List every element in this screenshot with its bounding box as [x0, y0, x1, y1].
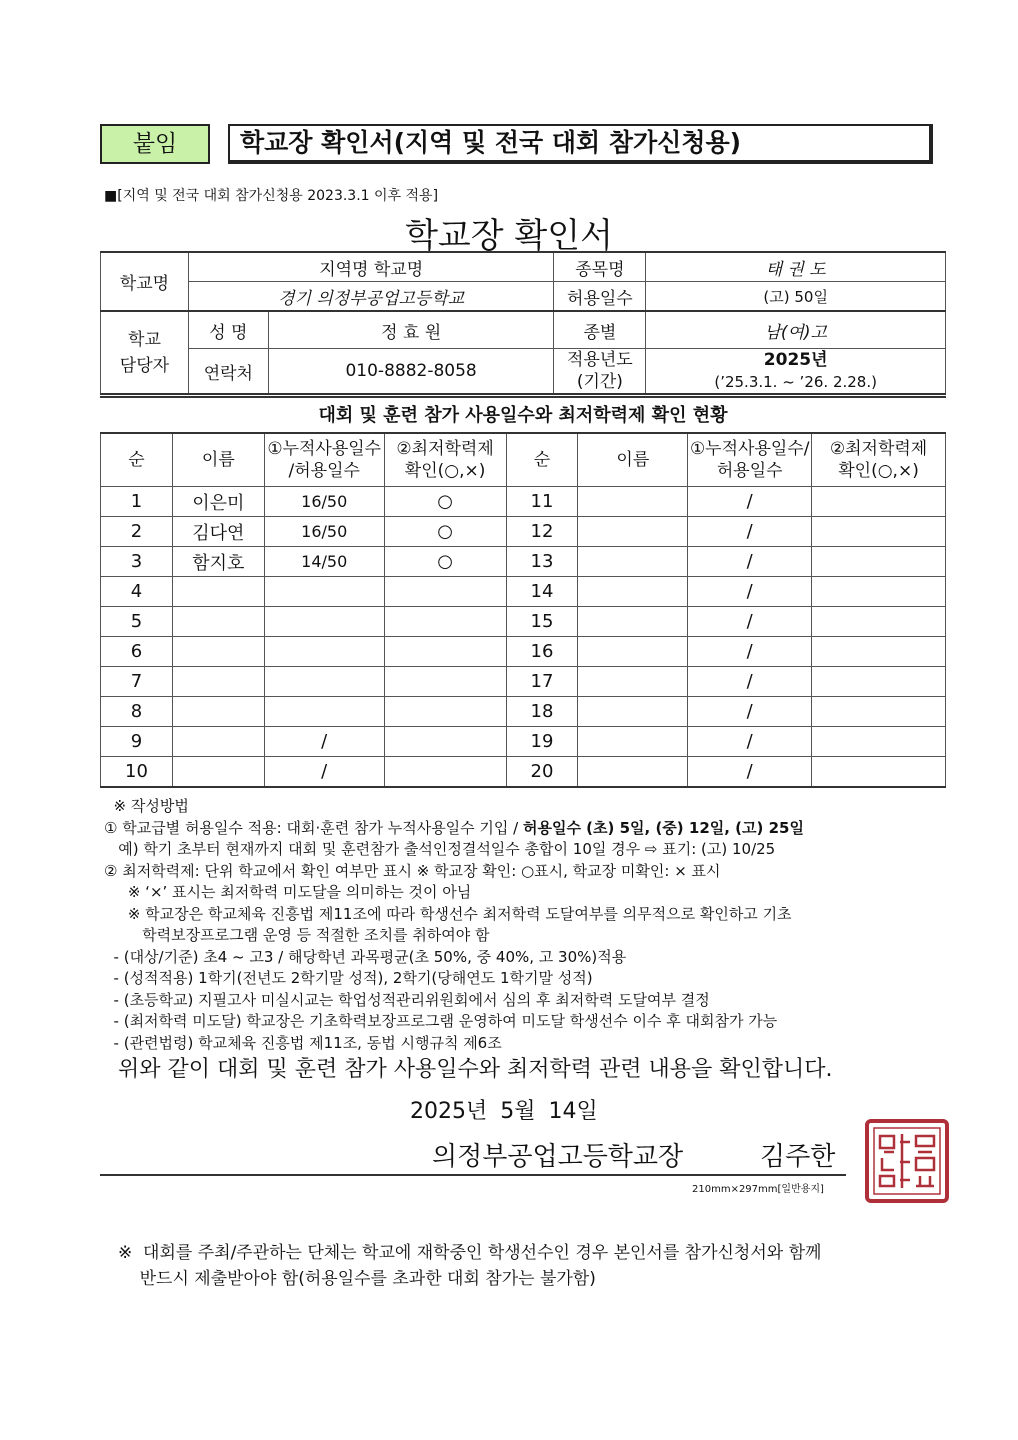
row-no: 5 — [101, 607, 173, 637]
row-no-2: 20 — [506, 757, 578, 788]
table-row — [101, 547, 946, 577]
row-check-2 — [812, 757, 946, 788]
row-days-2: / — [688, 667, 812, 697]
row-check-2 — [812, 517, 946, 547]
instruction-line: 예) 학기 초부터 현재까지 대회 및 훈련참가 출석인정결석일수 총합이 10일 경우 ⇨ 표기: (고) 10/25 — [104, 840, 776, 858]
row-no: 8 — [101, 697, 173, 727]
table-row — [101, 697, 946, 727]
row-name — [172, 727, 264, 757]
row-name: 이은미 — [172, 487, 264, 517]
row-check-2 — [812, 697, 946, 727]
row-check-2 — [812, 547, 946, 577]
row-name: 김다연 — [172, 517, 264, 547]
instruction-line-text: ① 학교급별 허용일수 적용: 대회·훈련 참가 누적사용일수 기입 / — [104, 818, 523, 837]
row-check-2 — [812, 667, 946, 697]
row-name-2 — [578, 727, 688, 757]
row-check-2 — [812, 607, 946, 637]
col-no-2: 순 — [506, 433, 578, 487]
col-no: 순 — [101, 433, 173, 487]
roster-table — [100, 432, 946, 788]
row-days-2: / — [688, 487, 812, 517]
row-no-2: 17 — [506, 667, 578, 697]
row-name-2 — [578, 697, 688, 727]
table-row — [101, 517, 946, 547]
row-no: 1 — [101, 487, 173, 517]
row-days: 16/50 — [264, 517, 384, 547]
table-row — [101, 637, 946, 667]
row-name — [172, 757, 264, 788]
row-days: 14/50 — [264, 547, 384, 577]
period-value: (’25.3.1. ~ ’26. 2.28.) — [714, 373, 877, 391]
allowed-value: (고) 50일 — [646, 282, 946, 312]
contact-label: 연락처 — [188, 349, 268, 395]
col-check-2: ②최저학력제 확인(○,×) — [812, 433, 946, 487]
row-days-2: / — [688, 577, 812, 607]
gender-value: 남(여)고 — [646, 311, 946, 349]
row-check — [384, 577, 506, 607]
table-row — [101, 607, 946, 637]
section-title: 대회 및 훈련 참가 사용일수와 최저학력제 확인 현황 — [100, 396, 946, 434]
school-name: 경기 의정부공업고등학교 — [188, 282, 554, 312]
row-no-2: 18 — [506, 697, 578, 727]
paper-size-note: 210mm×297mm[일반용지] — [692, 1184, 824, 1195]
row-name — [172, 577, 264, 607]
row-no: 3 — [101, 547, 173, 577]
attachment-tag: 붙임 — [100, 124, 210, 164]
row-days: 16/50 — [264, 487, 384, 517]
row-days-2: / — [688, 727, 812, 757]
row-check-2 — [812, 637, 946, 667]
row-no: 2 — [101, 517, 173, 547]
event-label: 종목명 — [554, 252, 646, 282]
row-check: ○ — [384, 487, 506, 517]
info-table — [100, 251, 946, 395]
col-days: ①누적사용일수 /허용일수 — [264, 433, 384, 487]
col-name-2: 이름 — [578, 433, 688, 487]
gender-label: 종별 — [554, 311, 646, 349]
row-no: 4 — [101, 577, 173, 607]
year-label: 적용년도 (기간) — [554, 349, 646, 395]
row-no-2: 19 — [506, 727, 578, 757]
row-name-2 — [578, 637, 688, 667]
row-days — [264, 607, 384, 637]
table-row — [101, 487, 946, 517]
signer-name: 김주한 — [760, 1142, 836, 1172]
instruction-line: - (대상/기준) 초4 ~ 고3 / 해당학년 과목평균(초 50%, 중 40%, 고 30%)적용 — [104, 947, 627, 966]
table-row — [101, 727, 946, 757]
row-no-2: 16 — [506, 637, 578, 667]
divider — [100, 1174, 846, 1176]
row-days — [264, 637, 384, 667]
table-row — [101, 757, 946, 788]
row-name — [172, 607, 264, 637]
row-check — [384, 727, 506, 757]
row-check — [384, 637, 506, 667]
document-heading: 학교장 확인서(지역 및 전국 대회 참가신청용) — [228, 124, 933, 164]
row-days: / — [264, 757, 384, 788]
row-check-2 — [812, 487, 946, 517]
school-label: 학교명 — [101, 252, 189, 311]
allowed-label: 허용일수 — [554, 282, 646, 312]
col-name: 이름 — [172, 433, 264, 487]
instruction-line: 학력보장프로그램 운영 등 적절한 조치를 취하여야 함 — [104, 926, 490, 944]
row-days — [264, 577, 384, 607]
row-name — [172, 637, 264, 667]
row-name — [172, 667, 264, 697]
row-no: 9 — [101, 727, 173, 757]
row-days-2: / — [688, 517, 812, 547]
footnote: ※ 대회를 주최/주관하는 단체는 학교에 재학중인 학생선수인 경우 본인서를 참가신청서와 함께 반드시 제출받아야 함(허용일수를 초과한 대회 참가는 불가함) — [118, 1243, 822, 1289]
row-name-2 — [578, 607, 688, 637]
row-check — [384, 667, 506, 697]
row-name-2 — [578, 547, 688, 577]
col-days-2: ①누적사용일수/ 허용일수 — [688, 433, 812, 487]
row-days — [264, 667, 384, 697]
instruction-line: ② 최저학력제: 단위 학교에서 확인 여부만 표시 ※ 학교장 확인: ○표시, 학교장 미확인: × 표시 — [104, 861, 721, 880]
instruction-line: ※ 학교장은 학교체육 진흥법 제11조에 따라 학생선수 최저학력 도달여부를 의무적으로 확인하고 기초 — [104, 904, 792, 923]
row-no-2: 11 — [506, 487, 578, 517]
row-name-2 — [578, 667, 688, 697]
row-no-2: 14 — [506, 577, 578, 607]
row-name-2 — [578, 757, 688, 788]
table-row — [101, 667, 946, 697]
instructions-heading: ※ 작성방법 — [104, 797, 189, 815]
page-title: 학교장 확인서 — [405, 216, 613, 256]
issue-date: 2025년 5월 14일 — [410, 1099, 598, 1124]
manager-name: 정 효 원 — [268, 311, 554, 349]
row-no: 10 — [101, 757, 173, 788]
instructions — [104, 796, 804, 1054]
row-days-2: / — [688, 637, 812, 667]
signer-title: 의정부공업고등학교장 — [432, 1142, 684, 1172]
row-check — [384, 697, 506, 727]
row-no-2: 13 — [506, 547, 578, 577]
manager-label: 학교 담당자 — [101, 311, 189, 394]
instruction-line: - (관련법령) 학교체육 진흥법 제11조, 동법 시행규칙 제6조 — [104, 1033, 502, 1052]
row-check: ○ — [384, 517, 506, 547]
name-label: 성 명 — [188, 311, 268, 349]
row-check — [384, 757, 506, 788]
year-cell — [646, 349, 946, 395]
row-no-2: 15 — [506, 607, 578, 637]
table-row — [101, 577, 946, 607]
event-value: 태 권 도 — [646, 252, 946, 282]
contact-value: 010-8882-8058 — [268, 349, 554, 395]
row-name-2 — [578, 517, 688, 547]
row-check — [384, 607, 506, 637]
row-no-2: 12 — [506, 517, 578, 547]
row-no: 7 — [101, 667, 173, 697]
instruction-line: - (초등학교) 지필고사 미실시교는 학업성적관리위원회에서 심의 후 최저학력 도달여부 결정 — [104, 990, 710, 1009]
row-check-2 — [812, 577, 946, 607]
row-name — [172, 697, 264, 727]
row-check-2 — [812, 727, 946, 757]
instruction-line: - (최저학력 미도달) 학교장은 기초학력보장프로그램 운영하여 미도달 학생선수 이수 후 대회참가 가능 — [104, 1012, 778, 1030]
instruction-line — [104, 818, 804, 840]
row-days-2: / — [688, 547, 812, 577]
applicability-note: ■[지역 및 전국 대회 참가신청용 2023.3.1 이후 적용] — [104, 188, 439, 204]
row-name: 함지호 — [172, 547, 264, 577]
row-no: 6 — [101, 637, 173, 667]
row-days-2: / — [688, 757, 812, 788]
row-name-2 — [578, 577, 688, 607]
region-school-label: 지역명 학교명 — [188, 252, 554, 282]
official-seal-icon — [864, 1118, 950, 1204]
row-days-2: / — [688, 697, 812, 727]
instruction-line: - (성적적용) 1학기(전년도 2학기말 성적), 2학기(당해연도 1학기말 성적) — [104, 969, 593, 987]
row-days — [264, 697, 384, 727]
row-days: / — [264, 727, 384, 757]
confirmation-statement: 위와 같이 대회 및 훈련 참가 사용일수와 최저학력 관련 내용을 확인합니다. — [118, 1057, 833, 1082]
allowed-days-emphasis: 허용일수 (초) 5일, (중) 12일, (고) 25일 — [523, 818, 804, 837]
row-days-2: / — [688, 607, 812, 637]
row-check: ○ — [384, 547, 506, 577]
year-value: 2025년 — [763, 350, 828, 370]
instruction-line: ※ ‘×’ 표시는 최저학력 미도달을 의미하는 것이 아님 — [104, 883, 472, 901]
col-check: ②최저학력제 확인(○,×) — [384, 433, 506, 487]
row-name-2 — [578, 487, 688, 517]
